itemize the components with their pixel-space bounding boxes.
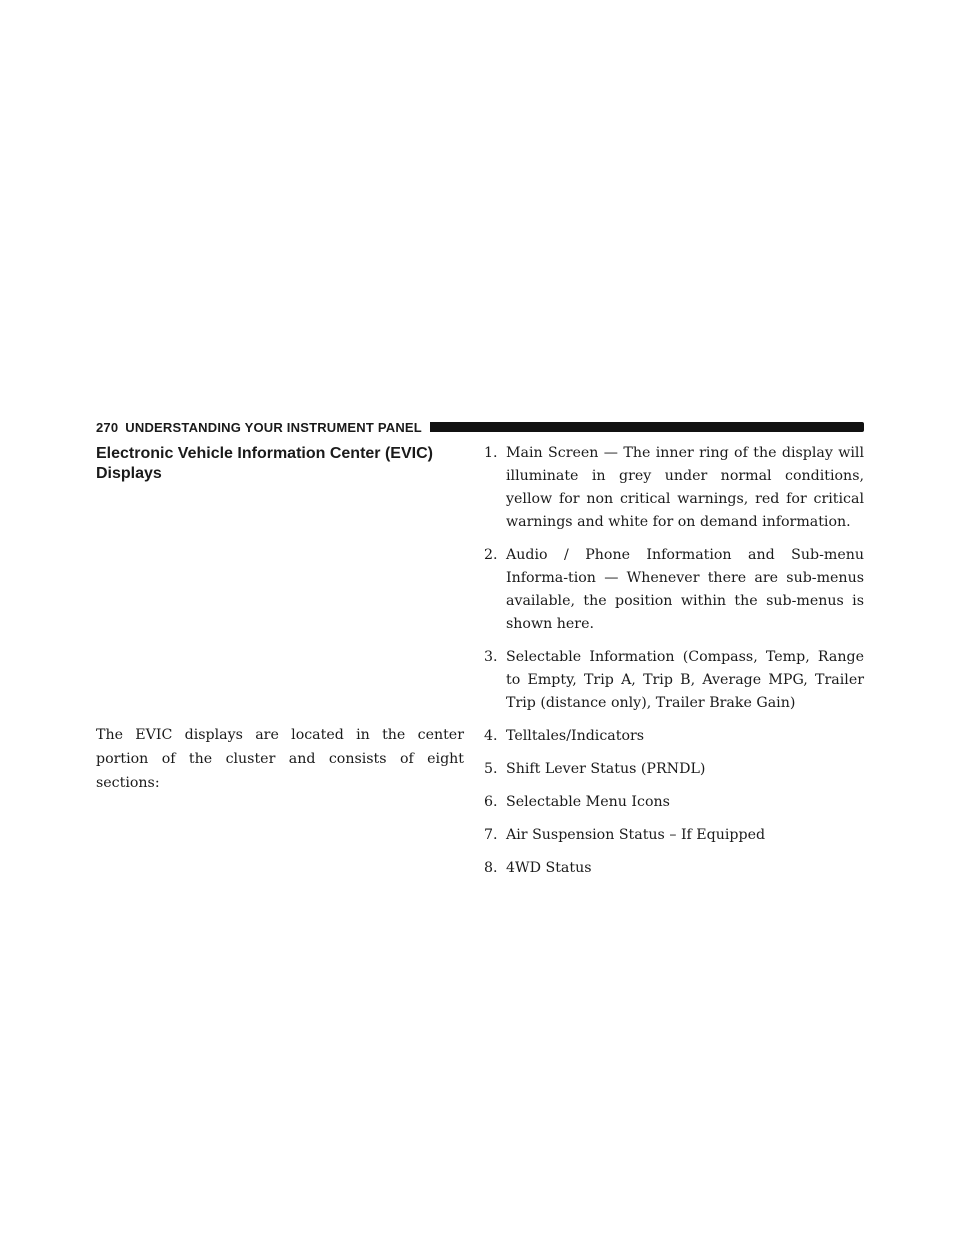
- left-column: [96, 444, 464, 484]
- list-item-4: [484, 725, 864, 748]
- section-heading: Electronic Vehicle Information Center (EVIC) Displays: [96, 445, 433, 482]
- intro-paragraph: The EVIC displays are located in the center portion of the cluster and consists of eight sections:: [96, 727, 464, 791]
- list-item-3: [484, 646, 864, 715]
- list-item-text: Selectable Information (Compass, Temp, Range to Empty, Trip A, Trip B, Average MPG, Trailer Trip (distance only), Trailer Brake Gain): [506, 649, 864, 711]
- list-item-number: 5.: [484, 761, 498, 777]
- list-item-text: Telltales/Indicators: [506, 728, 645, 744]
- list-item-number: 1.: [484, 445, 498, 461]
- page-header: [96, 419, 864, 435]
- list-item-number: 8.: [484, 860, 498, 876]
- section-title: UNDERSTANDING YOUR INSTRUMENT PANEL: [125, 419, 422, 435]
- list-item-text: Shift Lever Status (PRNDL): [506, 761, 706, 777]
- list-item-text: 4WD Status: [506, 860, 592, 876]
- list-item-2: [484, 544, 864, 636]
- list-item-text: Selectable Menu Icons: [506, 794, 670, 810]
- right-column: [484, 442, 864, 890]
- list-item-number: 2.: [484, 547, 498, 563]
- list-item-6: [484, 791, 864, 814]
- list-item-number: 6.: [484, 794, 498, 810]
- list-item-1: [484, 442, 864, 534]
- list-item-5: [484, 758, 864, 781]
- page-number: 270: [96, 419, 119, 435]
- list-item-text: Air Suspension Status – If Equipped: [506, 827, 766, 843]
- list-item-8: [484, 857, 864, 880]
- list-item-number: 4.: [484, 728, 498, 744]
- list-item-text: Audio / Phone Information and Sub-menu Informa-tion — Whenever there are sub-menus available, the position within the sub-menus is shown here.: [506, 547, 864, 632]
- list-item-number: 3.: [484, 649, 498, 665]
- list-item-text: Main Screen — The inner ring of the display will illuminate in grey under normal conditions, yellow for non critical warnings, red for critical warnings and white for on demand information.: [506, 445, 864, 530]
- header-rule: [430, 422, 864, 432]
- list-item-7: [484, 824, 864, 847]
- list-item-number: 7.: [484, 827, 498, 843]
